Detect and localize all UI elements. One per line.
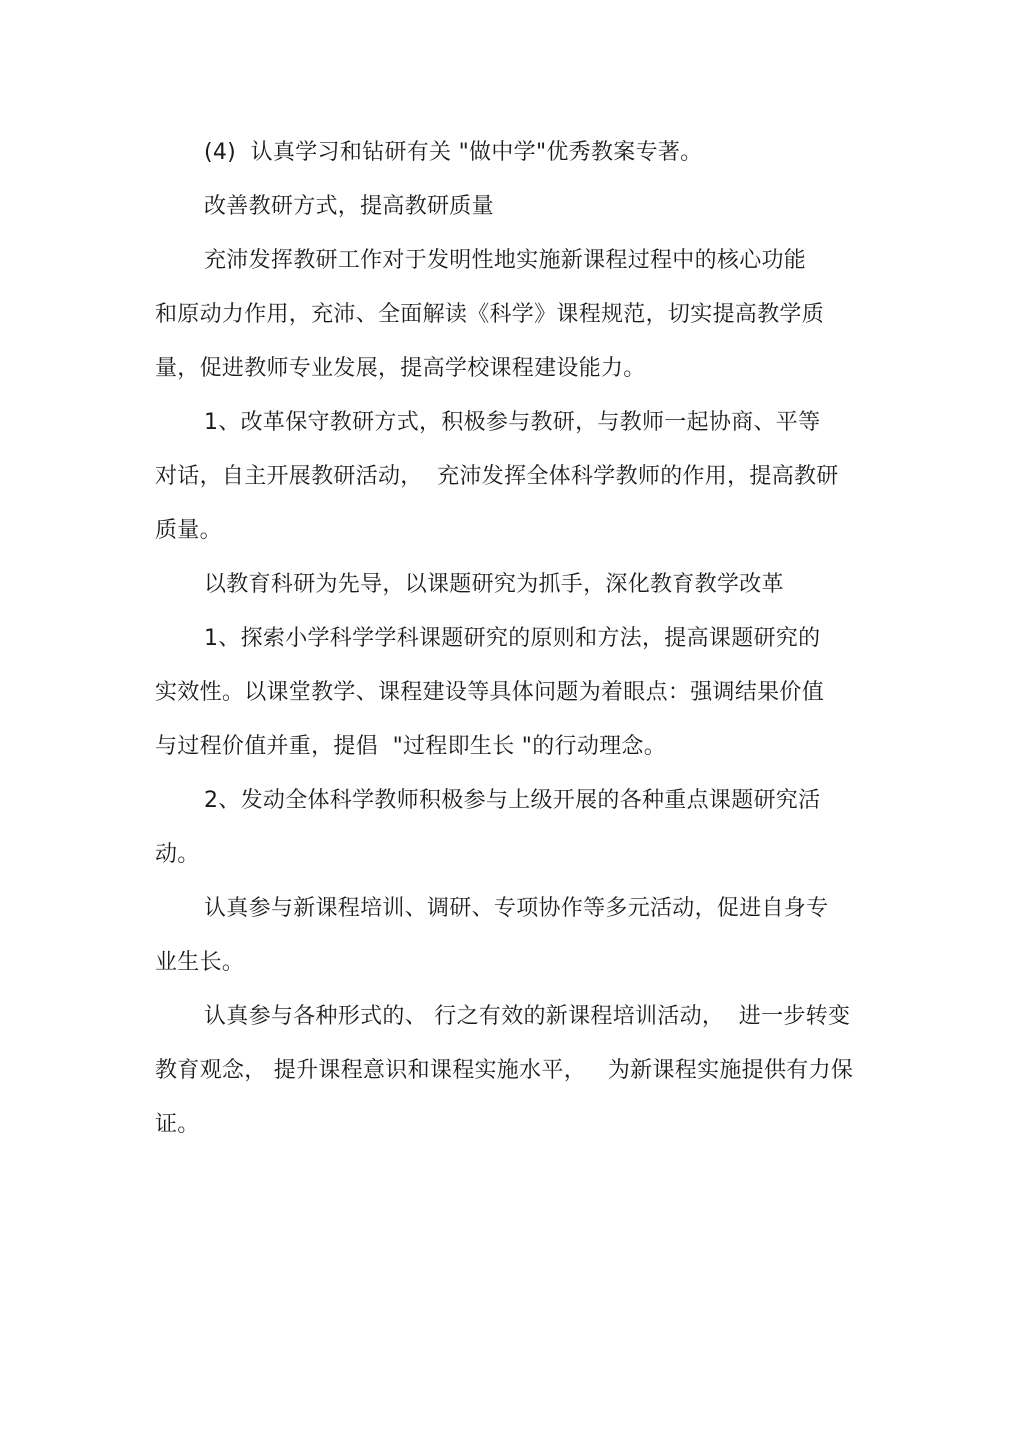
text-line-3: 充沛发挥教研工作对于发明性地实施新课程过程中的核心功能 [204,248,807,273]
text-line-14: 动。 [155,842,200,867]
text-line-17: 认真参与各种形式的、 行之有效的新课程培训活动， 进一步转变 [204,1004,851,1029]
text-line-13: 2、发动全体科学教师积极参与上级开展的各种重点课题研究活 [204,788,821,813]
text-line-10: 1、探索小学科学学科课题研究的原则和方法，提高课题研究的 [204,626,821,651]
text-line-16: 业生长。 [155,950,245,975]
text-line-6: 1、改革保守教研方式，积极参与教研，与教师一起协商、平等 [204,410,821,435]
text-line-9: 以教育科研为先导，以课题研究为抓手，深化教育教学改革 [204,572,784,597]
text-line-8: 质量。 [155,518,222,543]
text-line-1: (4) 认真学习和钻研有关 "做中学"优秀教案专著。 [204,140,703,165]
text-line-11: 实效性。以课堂教学、课程建设等具体问题为着眼点：强调结果价值 [155,680,825,705]
text-line-5: 量，促进教师专业发展，提高学校课程建设能力。 [155,356,646,381]
text-line-15: 认真参与新课程培训、调研、专项协作等多元活动，促进自身专 [204,896,829,921]
text-line-7: 对话，自主开展教研活动， 充沛发挥全体科学教师的作用，提高教研 [155,464,839,489]
text-line-18: 教育观念， 提升课程意识和课程实施水平， 为新课程实施提供有力保 [155,1058,854,1083]
text-line-12: 与过程价值并重，提倡 "过程即生长 "的行动理念。 [155,734,667,759]
text-line-19: 证。 [155,1112,200,1137]
text-line-4: 和原动力作用，充沛、全面解读《科学》课程规范，切实提高教学质 [155,302,825,327]
text-line-2: 改善教研方式，提高教研质量 [204,194,494,219]
